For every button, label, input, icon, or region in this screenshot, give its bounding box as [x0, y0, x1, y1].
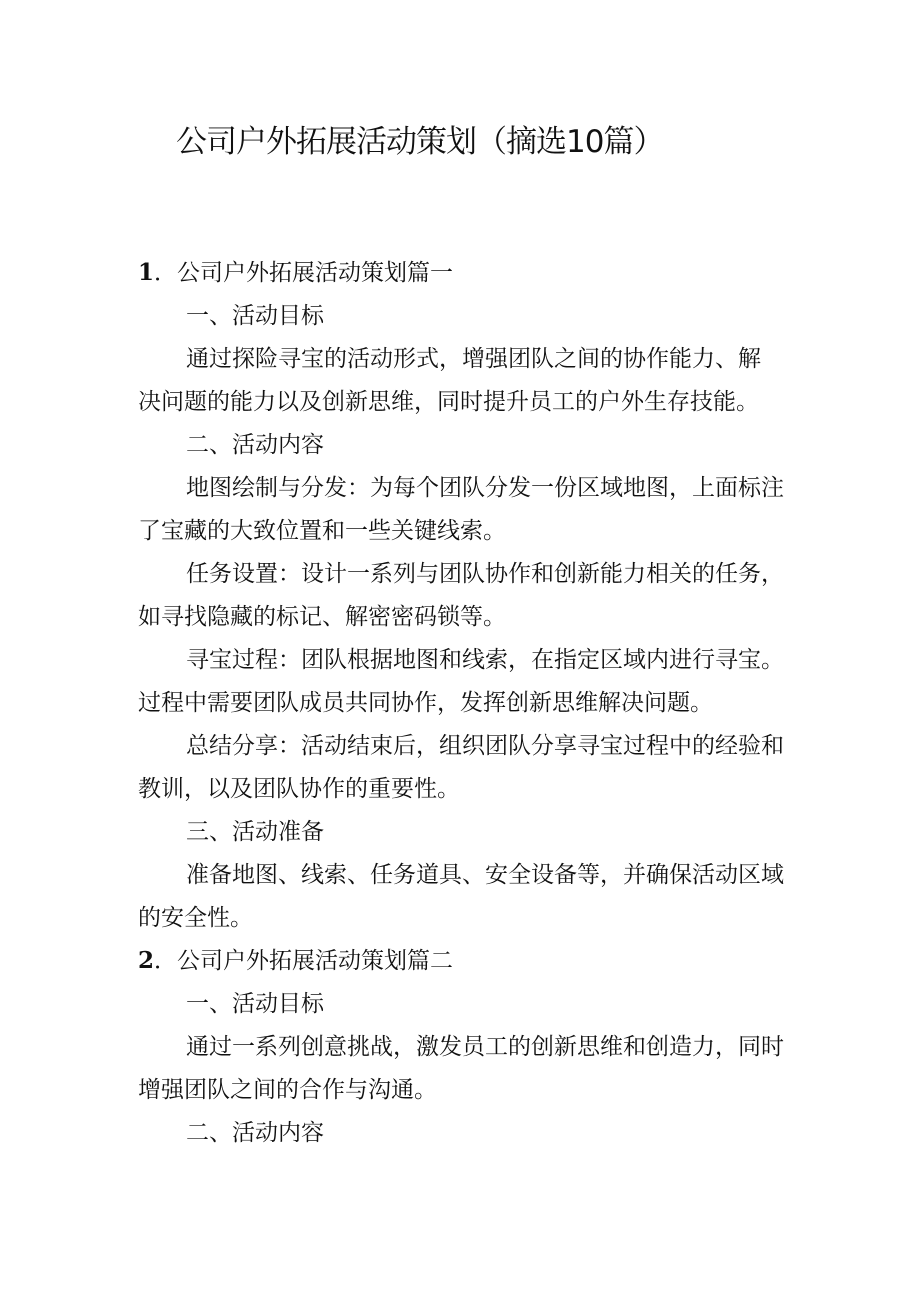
- paragraph-line: 准备地图、线索、任务道具、安全设备等，并确保活动区域: [186, 862, 784, 888]
- subheading: 一、活动目标: [186, 991, 324, 1017]
- paragraph-line: 总结分享：活动结束后，组织团队分享寻宝过程中的经验和: [186, 733, 784, 759]
- paragraph-line: 地图绘制与分发：为每个团队分发一份区域地图，上面标注: [186, 475, 784, 501]
- subheading: 二、活动内容: [186, 1120, 324, 1146]
- paragraph-line: 决问题的能力以及创新思维，同时提升员工的户外生存技能。: [138, 389, 759, 415]
- paragraph-line: 寻宝过程：团队根据地图和线索，在指定区域内进行寻宝。: [186, 647, 784, 673]
- section-1-heading: [138, 258, 453, 288]
- paragraph-line: 通过一系列创意挑战，激发员工的创新思维和创造力，同时: [186, 1034, 784, 1060]
- paragraph-line: 的安全性。: [138, 905, 253, 931]
- paragraph-line: 通过探险寻宝的活动形式，增强团队之间的协作能力、解: [186, 346, 761, 372]
- subheading: 一、活动目标: [186, 303, 324, 329]
- paragraph-line: 教训，以及团队协作的重要性。: [138, 776, 460, 802]
- paragraph-line: 了宝藏的大致位置和一些关键线索。: [138, 518, 506, 544]
- section-heading-text: ．公司户外拓展活动策划篇二: [154, 948, 454, 974]
- section-number: 1: [138, 259, 155, 286]
- section-heading-text: ．公司户外拓展活动策划篇一: [154, 260, 454, 286]
- paragraph-line: 过程中需要团队成员共同协作，发挥创新思维解决问题。: [138, 690, 713, 716]
- paragraph-line: 增强团队之间的合作与沟通。: [138, 1077, 437, 1103]
- subheading: 二、活动内容: [186, 432, 324, 458]
- document-title: 公司户外拓展活动策划（摘选10篇）: [176, 124, 664, 160]
- subheading: 三、活动准备: [186, 819, 324, 845]
- section-2-heading: [138, 946, 453, 976]
- section-number: 2: [138, 947, 155, 974]
- paragraph-line: 如寻找隐藏的标记、解密密码锁等。: [138, 604, 506, 630]
- paragraph-line: 任务设置：设计一系列与团队协作和创新能力相关的任务，: [186, 561, 784, 587]
